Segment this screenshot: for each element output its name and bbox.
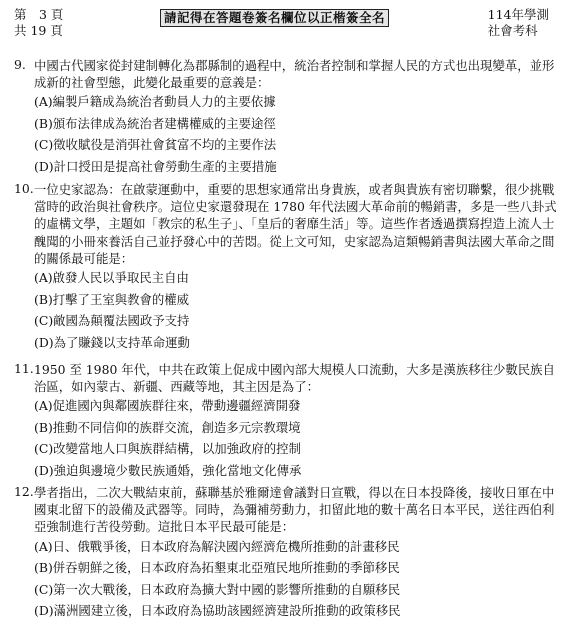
question-number: 11.: [14, 361, 34, 376]
exam-name: 114年學測: [487, 7, 549, 22]
option-b: [34, 289, 564, 311]
question-number: 12.: [14, 484, 34, 499]
option-a: [34, 395, 564, 417]
option-c: [34, 438, 564, 460]
option-label: (D): [34, 158, 54, 174]
option-list: [34, 536, 564, 622]
subject-name: 社會考科: [487, 23, 538, 38]
option-a: [34, 91, 564, 113]
option-d: [34, 332, 564, 354]
question-9: [14, 57, 564, 177]
exam-info: [488, 7, 549, 39]
option-text: 頒布法律成為統治者建構權威的主要途徑: [52, 115, 276, 131]
option-c: [34, 310, 564, 332]
option-label: (A): [34, 398, 53, 414]
question-11: [14, 361, 564, 481]
option-label: (B): [34, 419, 53, 435]
page-info: [14, 7, 63, 39]
option-text: 強迫與邊境少數民族通婚，強化當地文化傳承: [53, 462, 302, 478]
option-label: (D): [34, 334, 54, 350]
signature-reminder-banner: 請記得在答題卷簽名欄位以正楷簽全名: [160, 9, 389, 27]
option-label: (C): [34, 137, 54, 153]
option-text: 併吞朝鮮之後，日本政府為拓墾東北亞殖民地所推動的季節移民: [52, 560, 400, 576]
total-pages: 共 19 頁: [14, 23, 63, 38]
option-d: [34, 156, 564, 178]
option-list: [34, 91, 564, 177]
option-text: 為了賺錢以支持革命運動: [53, 334, 190, 350]
option-list: [34, 395, 564, 481]
option-text: 推動不同信仰的族群交流，創造多元宗教環境: [52, 419, 301, 435]
option-label: (C): [34, 581, 54, 597]
question-number: 9.: [14, 57, 26, 72]
option-text: 打擊了王室與教會的權威: [52, 291, 190, 307]
option-text: 敵國為顛覆法國政予支持: [53, 313, 190, 329]
option-label: (B): [34, 291, 53, 307]
question-number: 10.: [14, 181, 34, 196]
option-c: [34, 579, 564, 601]
option-text: 日、俄戰爭後，日本政府為解決國內經濟危機所推動的計畫移民: [52, 538, 400, 554]
option-b: [34, 113, 564, 135]
option-label: (C): [34, 441, 54, 457]
option-d: [34, 460, 564, 482]
option-label: (A): [34, 538, 53, 554]
option-label: (D): [34, 462, 54, 478]
option-label: (B): [34, 115, 53, 131]
option-text: 啟發人民以爭取民主自由: [52, 270, 189, 286]
question-stem: 中國古代國家從封建制轉化為郡縣制的過程中，統治者控制和掌握人民的方式也出現變革，並形成新的社會型態，此變化最重要的意義是：: [34, 58, 555, 91]
question-stem: 學者指出，二次大戰結束前，蘇聯基於雅爾達會議對日宣戰，得以在日本投降後，接收日軍在中國東北留下的設備及武器等。同時，為彌補勞動力，扣留此地的數十萬名日本平民，送往西伯利亞強制進行苦役勞動。這批日本平民最可能是：: [34, 485, 555, 535]
option-text: 滿洲國建立後，日本政府為協助該國經濟建設所推動的政策移民: [53, 603, 401, 619]
option-text: 第一次大戰後，日本政府為擴大對中國的影響所推動的自願移民: [53, 581, 401, 597]
option-d: [34, 600, 564, 622]
page-number: 第 3 頁: [14, 7, 64, 22]
question-stem: 一位史家認為：在啟蒙運動中，重要的思想家通常出身貴族，或者與貴族有密切聯繫，很少挑戰當時的政治與社會秩序。這位史家還發現在 1780 年代法國大革命前的暢銷書，多是一些八卦式的虛構文學，主題如「教宗的私生子」、「皇后的奢靡生活」等。這些作者透過撰寫揑造上流人士醜聞的小冊來養活自己並抒發心中的苦悶。從上文可知，史家認為這類暢銷書與法國大革命之間的關係最可能是：: [34, 182, 557, 266]
question-stem: 1950 至 1980 年代，中共在政策上促成中國內部大規模人口流動，大多是漢族移往少數民族自治區，如內蒙古、新疆、西藏等地，其主因是為了：: [34, 362, 555, 395]
option-text: 徵收賦役是消弭社會貧富不均的主要作法: [53, 137, 277, 153]
option-label: (A): [34, 270, 53, 286]
option-a: [34, 267, 564, 289]
option-label: (B): [34, 560, 53, 576]
option-label: (C): [34, 313, 54, 329]
option-text: 編製戶籍成為統治者動員人力的主要依據: [52, 94, 276, 110]
option-text: 計口授田是提高社會勞動生產的主要措施: [53, 158, 277, 174]
option-b: [34, 417, 564, 439]
option-text: 促進國內與鄰國族群往來，帶動邊疆經濟開發: [52, 398, 301, 414]
option-a: [34, 536, 564, 558]
question-12: [14, 484, 564, 622]
question-10: [14, 181, 564, 353]
option-b: [34, 557, 564, 579]
option-text: 改變當地人口與族群結構，以加強政府的控制: [53, 441, 301, 457]
option-label: (D): [34, 603, 54, 619]
option-list: [34, 267, 564, 353]
option-label: (A): [34, 94, 53, 110]
option-c: [34, 134, 564, 156]
